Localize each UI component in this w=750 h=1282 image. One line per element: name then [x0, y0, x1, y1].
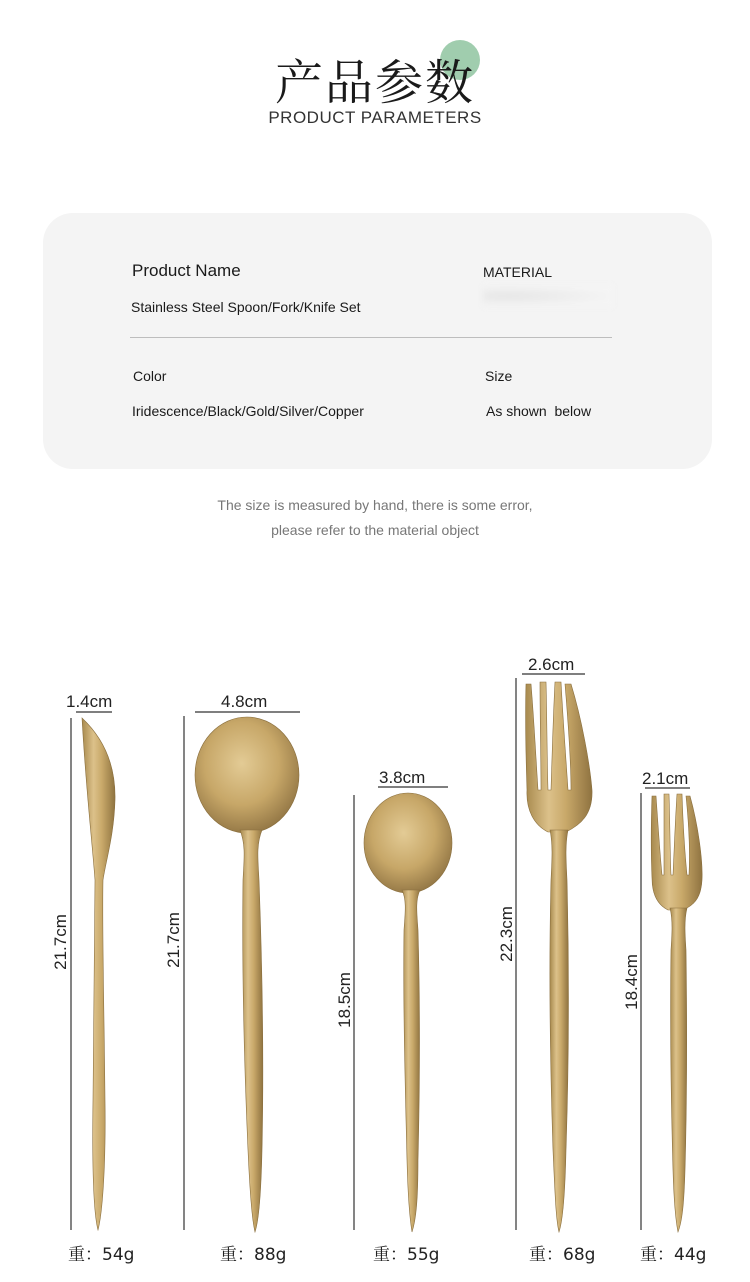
- page-title: 产品参数: [274, 55, 475, 111]
- small-spoon-length-label: 18.5cm: [335, 972, 354, 1028]
- large-spoon-width-label: 4.8cm: [221, 692, 268, 711]
- large-fork-weight: 重：68g: [529, 1245, 596, 1265]
- large-spoon-bowl: [195, 717, 299, 833]
- small-fork-width-label: 2.1cm: [642, 769, 689, 788]
- color-value: Iridescence/Black/Gold/Silver/Copper: [132, 403, 364, 419]
- size-label: Size: [485, 368, 513, 384]
- large-spoon-handle: [240, 830, 263, 1232]
- page-subtitle: PRODUCT PARAMETERS: [268, 108, 482, 127]
- size-value: As shown below: [486, 403, 592, 419]
- small-spoon-width-label: 3.8cm: [379, 768, 426, 787]
- large-fork-head: [526, 682, 592, 832]
- measurement-note-line2: please refer to the material object: [271, 522, 479, 538]
- measurement-note-line1: The size is measured by hand, there is some error,: [217, 497, 533, 513]
- large-fork-width-label: 2.6cm: [528, 655, 575, 674]
- large-fork-handle: [550, 830, 568, 1232]
- small-spoon-bowl: [364, 793, 452, 893]
- small-fork-handle: [670, 908, 687, 1232]
- knife-length-label: 21.7cm: [51, 914, 70, 970]
- material-label: MATERIAL: [483, 264, 552, 280]
- small-spoon-handle: [402, 890, 420, 1232]
- product-name-value: Stainless Steel Spoon/Fork/Knife Set: [131, 299, 361, 315]
- small-spoon-weight: 重：55g: [373, 1245, 440, 1265]
- small-fork-length-label: 18.4cm: [622, 954, 641, 1010]
- large-spoon-weight: 重：88g: [220, 1245, 287, 1265]
- color-label: Color: [133, 368, 167, 384]
- product-name-label: Product Name: [132, 261, 241, 280]
- small-fork-weight: 重：44g: [640, 1245, 707, 1265]
- large-spoon-length-label: 21.7cm: [164, 912, 183, 968]
- knife-width-label: 1.4cm: [66, 692, 113, 711]
- small-fork-head: [651, 794, 702, 910]
- knife-weight: 重：54g: [68, 1245, 135, 1265]
- large-fork-length-label: 22.3cm: [497, 906, 516, 962]
- knife-shape: [82, 718, 115, 1230]
